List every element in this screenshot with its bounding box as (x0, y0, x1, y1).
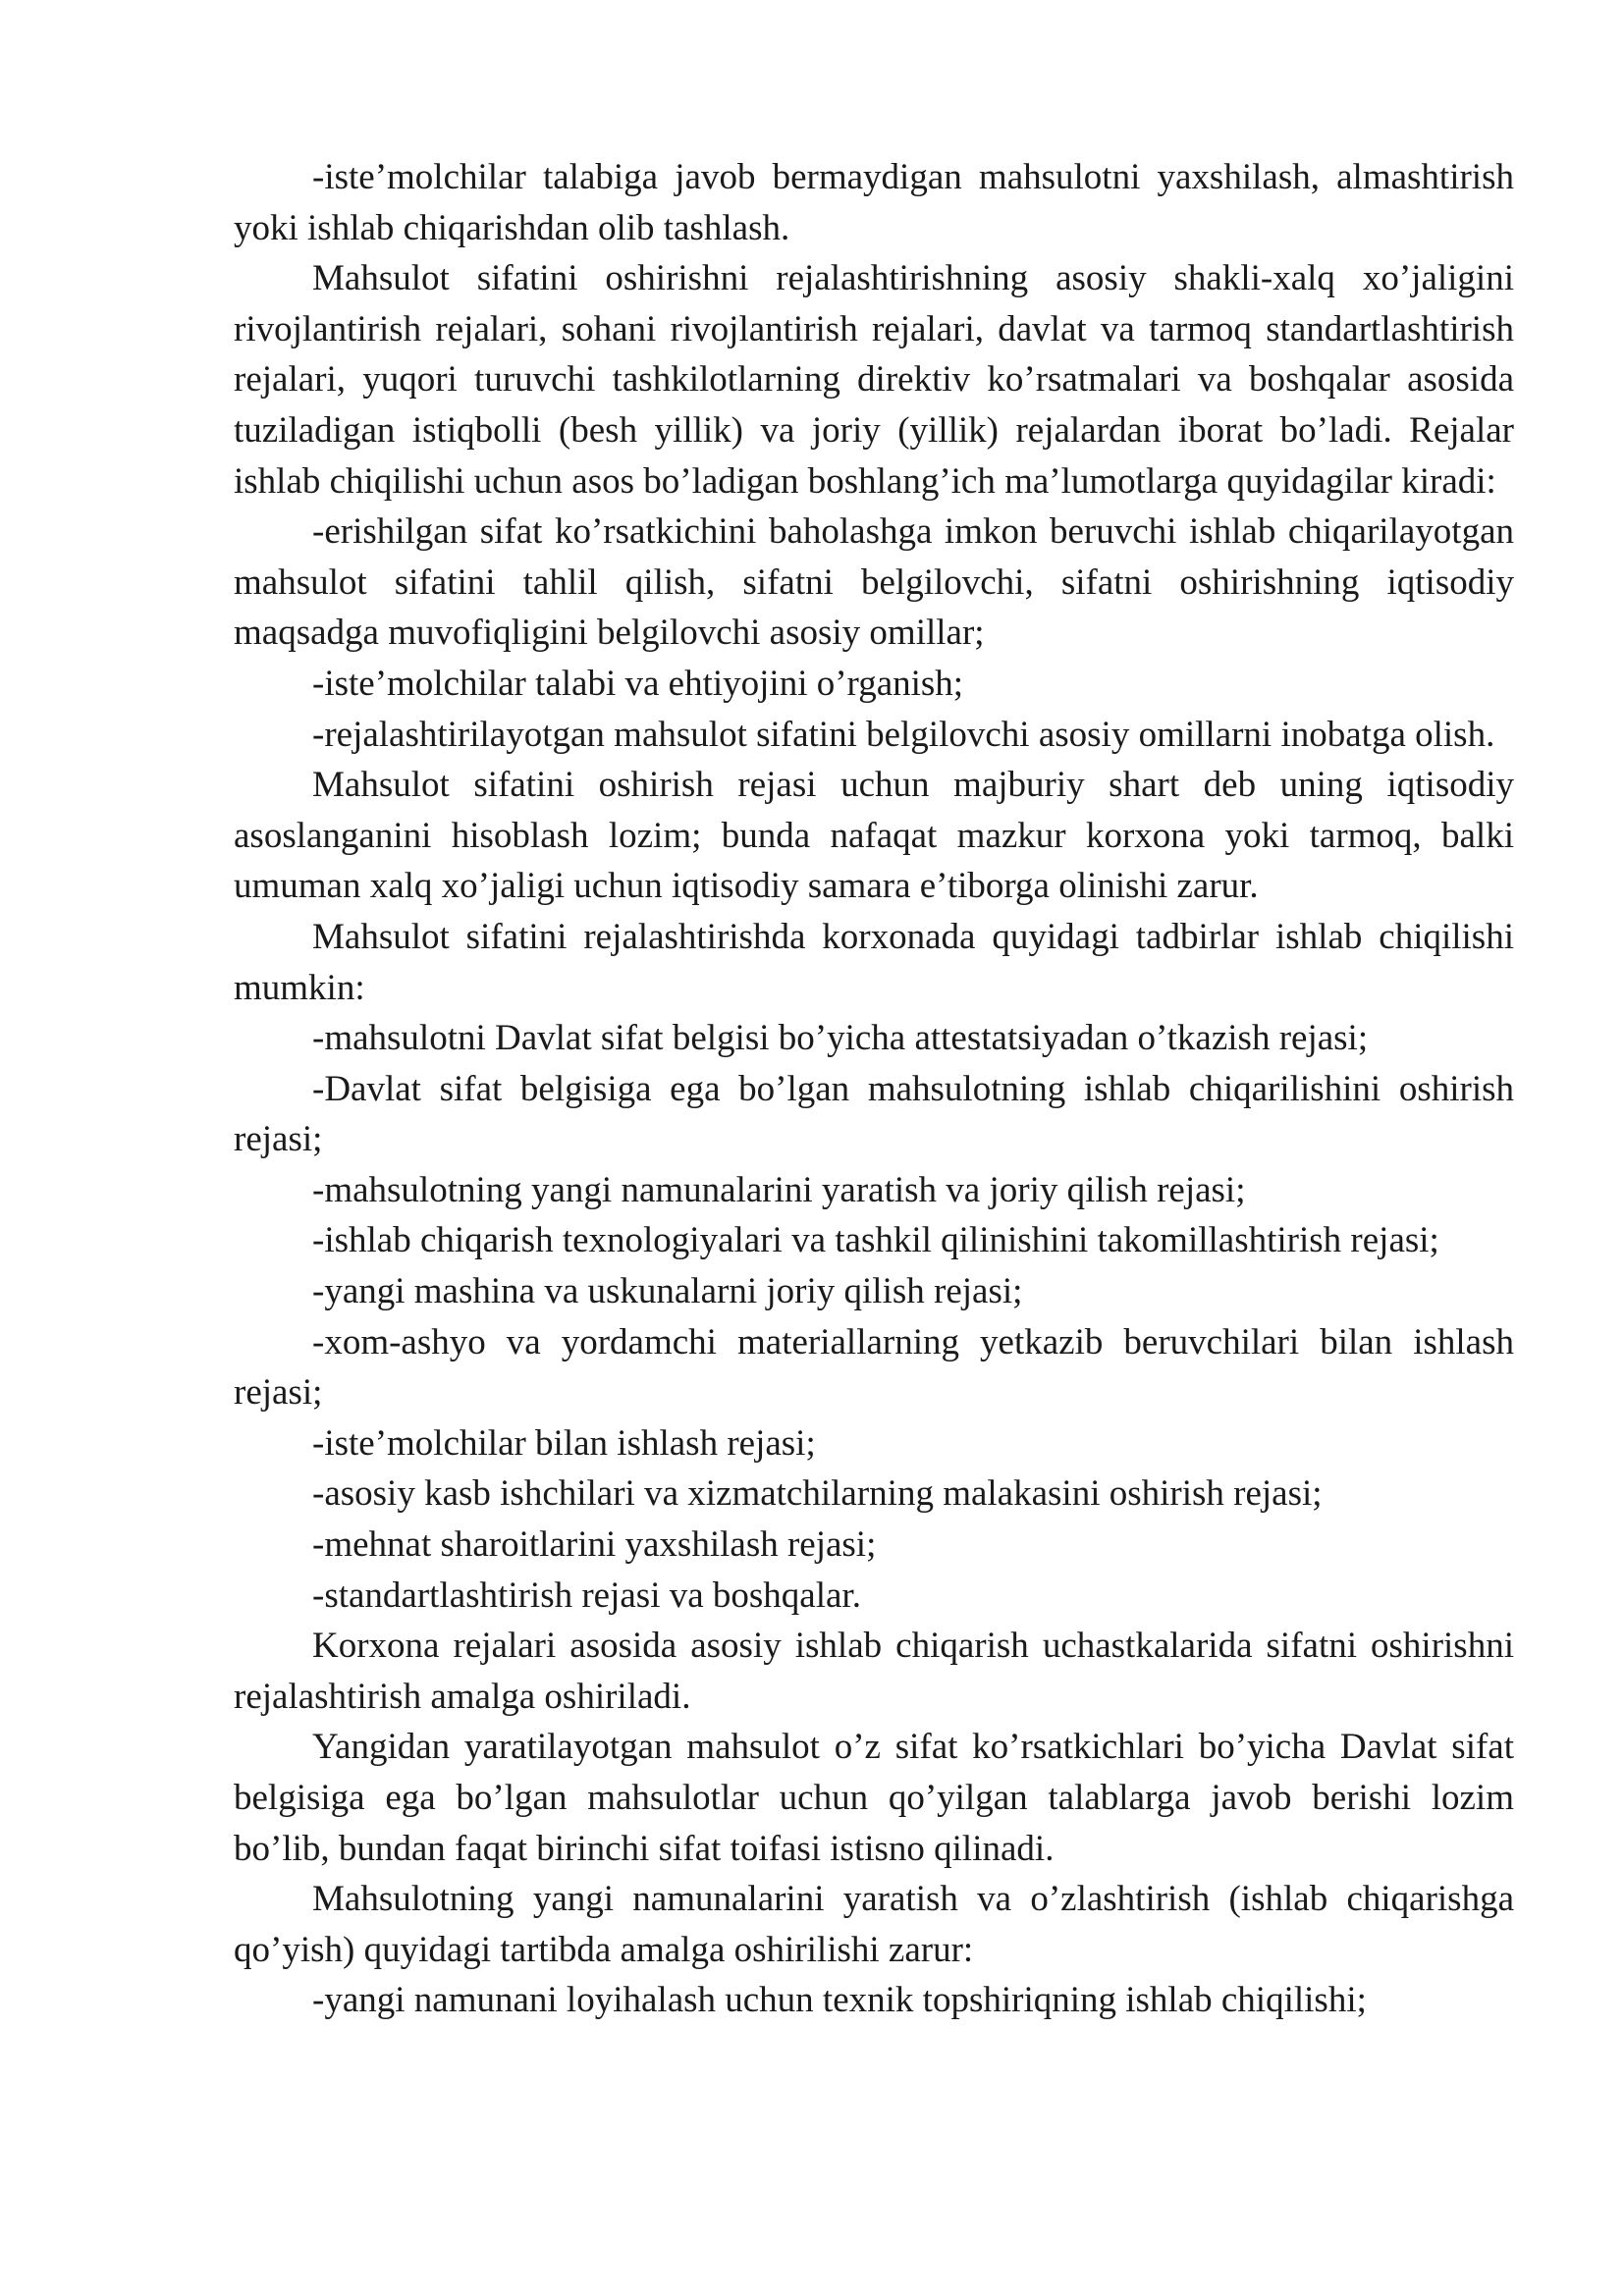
paragraph: -rejalashtirilayotgan mahsulot sifatini belgilovchi asosiy omillarni inobatga olish. (312, 714, 1495, 755)
paragraph: -yangi mashina va uskunalarni joriy qilish rejasi; (312, 1271, 1023, 1312)
paragraph: -mahsulotni Davlat sifat belgisi bo’yicha attestatsiyadan o’tkazish rejasi; (312, 1018, 1369, 1059)
paragraph: -iste’molchilar talabiga javob bermaydigan mahsulotni yaxshilash, almashtirish yoki ishlab chiqarishdan olib tashlash. (234, 157, 1514, 248)
paragraph: Yangidan yaratilayotgan mahsulot o’z sifat ko’rsatkichlari bo’yicha Davlat sifat belgisiga ega bo’lgan mahsulotlar uchun qo’yilgan talablarga javob berishi lozim bo’lib, bundan faqat birinchi sifat toifasi istisno qilinadi. (234, 1727, 1514, 1869)
paragraph: -ishlab chiqarish texnologiyalari va tashkil qilinishini takomillashtirish rejasi; (312, 1220, 1439, 1261)
paragraph: Mahsulot sifatini rejalashtirishda korxonada quyidagi tadbirlar ishlab chiqilishi mumkin: (234, 916, 1514, 1008)
paragraph: -xom-ashyo va yordamchi materiallarning yetkazib beruvchilari bilan ishlash rejasi; (234, 1321, 1514, 1414)
document-page (234, 152, 1514, 2026)
paragraph: -iste’molchilar bilan ishlash rejasi; (312, 1422, 816, 1464)
paragraph: Mahsulot sifatini oshirish rejasi uchun majburiy shart deb uning iqtisodiy asoslanganini hisoblash lozim; bunda nafaqat mazkur korxona yoki tarmoq, balki umuman xalq xo’jaligi uchun iqtisodiy samara e’tiborga olinishi zarur. (234, 765, 1514, 907)
paragraph: -erishilgan sifat ko’rsatkichini baholashga imkon beruvchi ishlab chiqarilayotgan mahsulot sifatini tahlil qilish, sifatni belgilovchi, sifatni oshirishning iqtisodiy maqsadga muvofiqligini belgilovchi asosiy omillar; (234, 511, 1514, 654)
paragraph: -mahsulotning yangi namunalarini yaratish va joriy qilish rejasi; (312, 1169, 1246, 1210)
paragraph: -standartlashtirish rejasi va boshqalar. (312, 1575, 861, 1616)
paragraph: Mahsulot sifatini oshirishni rejalashtirishning asosiy shakli-xalq xo’jaligini rivojlantirish rejalari, sohani rivojlantirish rejalari, davlat va tarmoq standartlashtirish rejalari, yuqori turuvchi tashkilotlarning direktiv ko’rsatmalari va boshqalar asosida tuziladigan istiqbolli (besh yillik) va joriy (yillik) rejalardan iborat bo’ladi. Rejalar ishlab chiqilishi uchun asos bo’ladigan boshlang’ich ma’lumotlarga quyidagilar kiradi: (234, 258, 1514, 502)
paragraph: Korxona rejalari asosida asosiy ishlab chiqarish uchastkalarida sifatni oshirishni rejalashtirish amalga oshiriladi. (234, 1626, 1514, 1717)
paragraph: -asosiy kasb ishchilari va xizmatchilarning malakasini oshirish rejasi; (312, 1473, 1323, 1515)
paragraph: -Davlat sifat belgisiga ega bo’lgan mahsulotning ishlab chiqarilishini oshirish rejasi; (234, 1068, 1514, 1160)
paragraph: -yangi namunani loyihalash uchun texnik topshiriqning ishlab chiqilishi; (312, 1980, 1367, 2021)
paragraph: Mahsulotning yangi namunalarini yaratish va o’zlashtirish (ishlab chiqarishga qo’yish) quyidagi tartibda amalga oshirilishi zarur: (234, 1879, 1514, 1970)
paragraph: -mehnat sharoitlarini yaxshilash rejasi; (312, 1524, 877, 1566)
paragraph: -iste’molchilar talabi va ehtiyojini o’rganish; (312, 663, 964, 704)
